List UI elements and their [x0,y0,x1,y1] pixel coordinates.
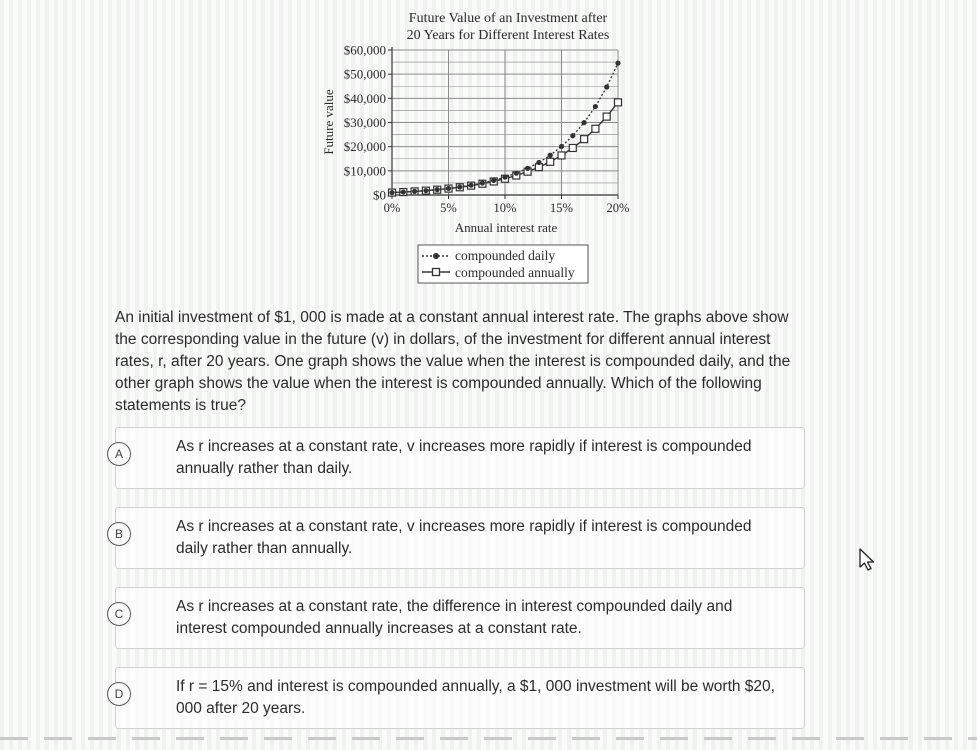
choice-a[interactable] [115,427,805,489]
daily-point [389,190,394,195]
choice-d[interactable] [115,667,805,729]
daily-point [423,188,428,193]
choice-c[interactable] [115,587,805,649]
annual-point [603,113,610,120]
choice-b-letter: B [107,522,131,546]
legend-annual-label: compounded annually [455,265,575,280]
daily-point [469,183,474,188]
daily-point [582,120,587,125]
daily-point [502,175,507,180]
daily-point [548,153,553,158]
x-tick-label: 15% [550,201,573,215]
annual-point [615,99,622,106]
y-axis-ticks [344,43,392,203]
y-tick-label: $0 [373,187,386,203]
daily-point [401,189,406,194]
question-text: An initial investment of $1, 000 is made at a constant annual interest rate. The graphs above show the corresponding value in the future (v) in dollars, of the investment for different annual interest rates, r, after 20 years. One graph shows the value when the interest is compounded daily, and the other graph shows the value when the interest is compounded annually. Which of the following statements is true? [115,309,791,414]
choice-c-letter: C [107,602,131,626]
daily-point [604,84,609,89]
y-axis-label: Future value [321,89,336,155]
daily-point [593,104,598,109]
bottom-divider [0,737,977,740]
annual-point [558,152,565,159]
mouse-pointer-icon [858,548,878,572]
daily-point [435,187,440,192]
choice-a-text: As r increases at a constant rate, v increases more rapidly if interest is compounded annually rather than daily. [176,438,752,477]
annual-point [569,144,576,151]
daily-point [457,184,462,189]
choice-b[interactable] [115,507,805,569]
daily-point [570,133,575,138]
x-tick-label: 10% [493,201,517,215]
legend-daily-label: compounded daily [455,248,556,263]
annual-point [581,136,588,143]
daily-point [615,60,620,65]
x-axis-label: Annual interest rate [454,220,558,235]
chart-title-line-1: Future Value of an Investment after [408,11,608,26]
interest-chart [300,0,660,295]
y-tick-label: $30,000 [343,115,386,130]
daily-point [514,171,519,176]
chart-title-line-2: 20 Years for Different Interest Rates [406,28,610,43]
daily-point [559,144,564,149]
y-tick-label: $40,000 [343,90,386,106]
daily-point [446,186,451,191]
daily-point [412,189,417,194]
x-tick-label: 0% [383,201,401,215]
daily-point [491,178,496,183]
x-tick-label: 5% [440,201,457,215]
choice-d-letter: D [107,682,131,706]
y-tick-label: $60,000 [343,42,386,58]
daily-point [536,160,541,165]
y-tick-label: $50,000 [343,66,386,82]
x-axis-ticks [384,195,630,215]
y-tick-label: $10,000 [343,163,386,179]
choice-b-text: As r increases at a constant rate, v increases more rapidly if interest is compounded daily rather than annually. [176,518,752,557]
daily-point [480,180,485,185]
annual-point [592,125,599,132]
legend [418,245,588,283]
daily-point [525,166,530,171]
y-tick-label: $20,000 [343,139,386,155]
choice-d-text: If r = 15% and interest is compounded annually, a $1, 000 investment will be worth $20, 000 after 20 years. [176,678,775,717]
choice-a-letter: A [107,442,131,466]
x-tick-label: 20% [606,201,630,215]
annual-point [547,158,554,165]
choice-c-text: As r increases at a constant rate, the difference in interest compounded daily and interest compounded annually increases at a constant rate. [176,598,733,637]
